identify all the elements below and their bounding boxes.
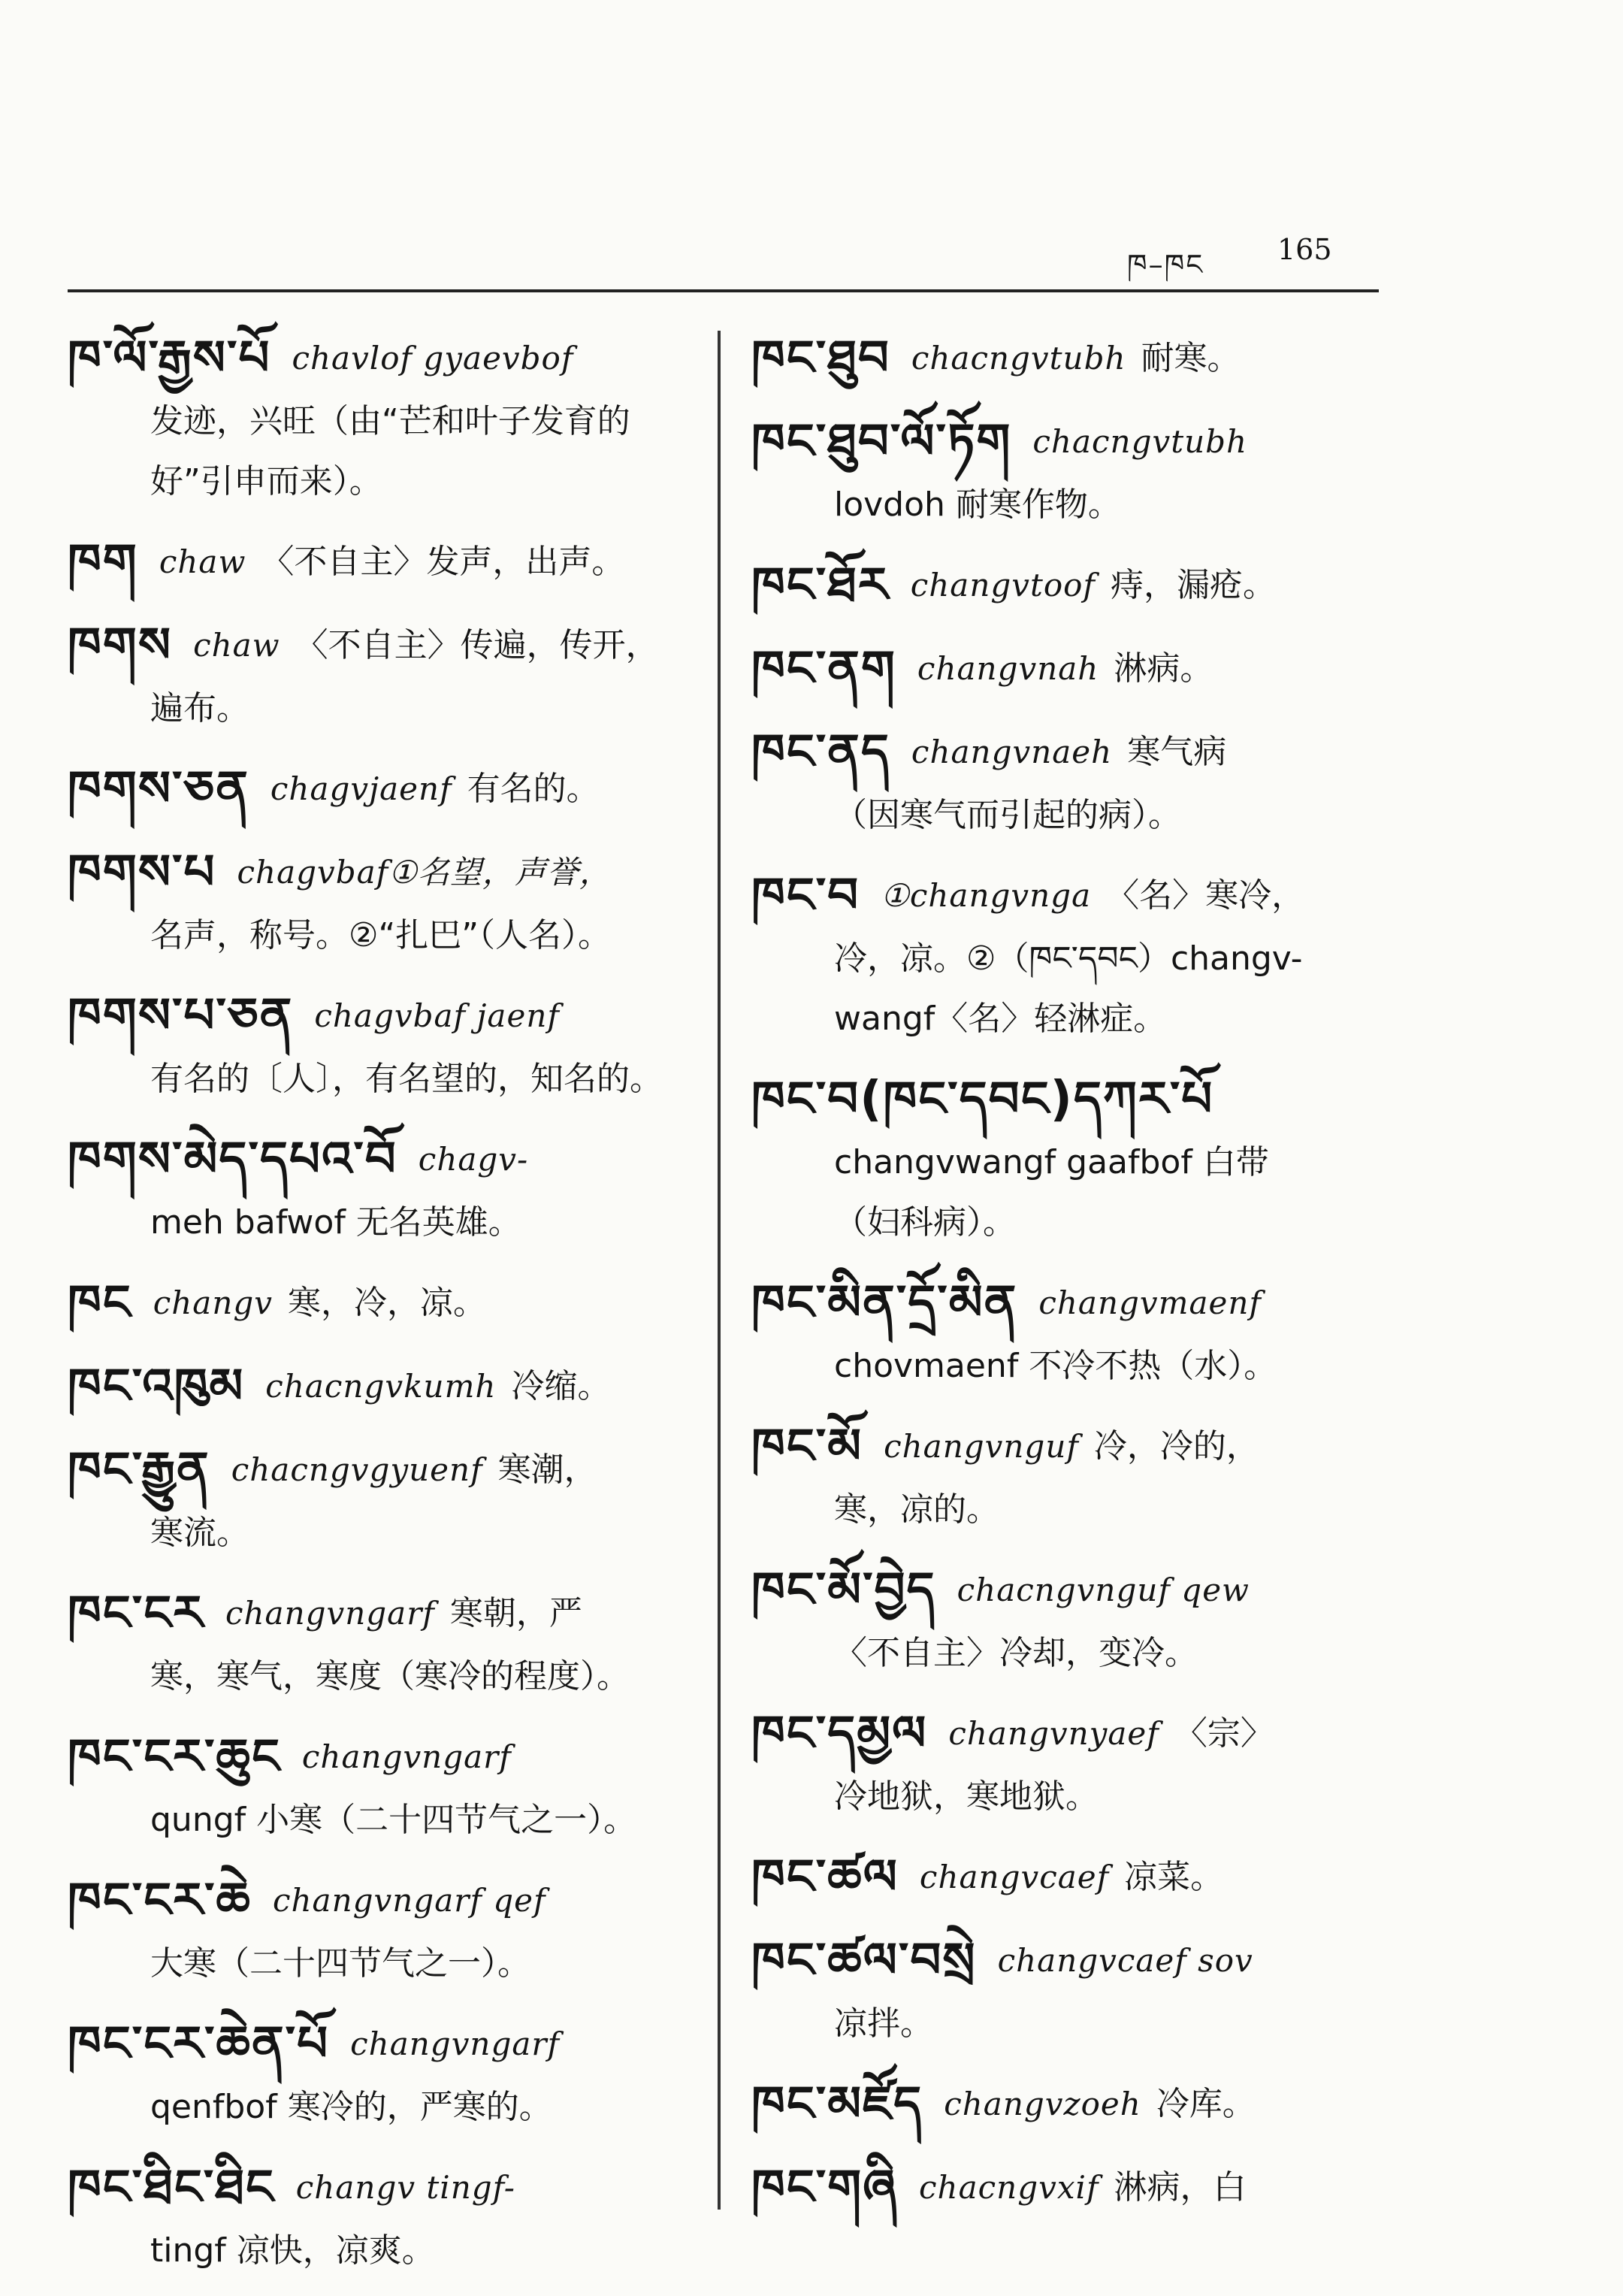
tibetan-headword: ཁང་མིན་དྲོ་མིན [751,1275,1018,1331]
tibetan-headword: ཁང་ངར་ཆེན་པོ [68,2016,330,2072]
dictionary-entry [751,1925,1413,2054]
definition-continuation: tingf 凉快，凉爽。 [150,2231,435,2270]
entry-headline [68,610,699,679]
tibetan-headword: ཁང་ཐུབ་ལོ་ཏོག [751,414,1012,470]
definition-continuation: 寒，寒气，寒度（寒冷的程度）。 [150,1657,630,1696]
entry-headline [751,1268,1413,1336]
dictionary-entry [751,717,1413,845]
definition: 有名的。 [467,770,600,808]
dictionary-entry [68,754,699,822]
romanization: chacngvtubh [1032,423,1248,460]
definition: 冷，冷的， [1093,1427,1259,1466]
dictionary-entry [751,1699,1413,1827]
dictionary-entry [68,1268,699,1336]
tibetan-headword: ཁང་ནད [751,724,890,780]
entry-headline [751,407,1413,475]
romanization: chacngvgyuenf [231,1451,483,1488]
entry-headline [68,1268,699,1336]
definition-continuation: 冷，凉。②（ཁང་དབང）changv- [834,939,1303,978]
entry-headline [68,754,699,822]
romanization: changvmaenf [1038,1284,1262,1321]
dictionary-entry [751,323,1413,392]
dictionary-entry [68,323,699,512]
entry-headline [751,1925,1413,1994]
definition: 寒气病 [1127,733,1227,771]
entry-headline [68,1351,699,1420]
page-header [0,225,1623,281]
dictionary-entry [751,861,1413,1049]
dictionary-entry [751,1555,1413,1683]
romanization: changvcaef sov [997,1942,1253,1979]
definition-continuation: 遍布。 [150,689,249,728]
dictionary-entry [68,981,699,1109]
dictionary-entry [751,1064,1413,1253]
tibetan-headword: ཁང་བ(ཁང་དབང)དཀར་པོ [751,1072,1214,1127]
dictionary-entry [68,1722,699,1850]
dictionary-entry [751,1842,1413,1910]
romanization: changvnyaef [948,1715,1159,1752]
romanization: chacngvnguf qew [957,1572,1250,1608]
romanization: chacngvkumh [265,1368,497,1405]
dictionary-entry [68,527,699,595]
tibetan-headword: ཁང [68,1275,132,1331]
entry-headline [68,837,699,906]
definition-continuation: 发迹，兴旺（由“芒和叶子发育的 [150,402,630,440]
definition-continuation: 名声，称号。②“扎巴”（人名）。 [150,916,612,954]
dictionary-entry [68,2009,699,2137]
entry-headline [68,323,699,392]
romanization: changv tingf- [295,2169,515,2206]
entry-headline [68,2009,699,2077]
column-divider [718,331,721,2210]
dictionary-entry [68,1865,699,1994]
definition: 寒潮， [497,1451,597,1489]
romanization: changvngarf qef [272,1882,546,1919]
entry-headline [751,1064,1413,1133]
definition-continuation: 大寒（二十四节气之一）。 [150,1944,530,1983]
romanization: chagvjaenf [270,770,452,807]
dictionary-entry [751,1268,1413,1396]
entry-headline [751,1699,1413,1767]
right-column [751,323,1413,2236]
tibetan-headword: ཁང་ཐུབ [751,331,890,386]
definition: 〈不自主〉发声，出声。 [261,543,625,581]
entry-headline [751,1555,1413,1623]
entry-headline [68,2152,699,2221]
tibetan-headword: ཁང་ངར [68,1586,204,1641]
romanization: chaw [159,543,246,580]
definition-continuation: meh bafwof 无名英雄。 [150,1203,521,1242]
header-range: ཁ–ཁང [1127,248,1204,281]
definition-continuation: 好”引申而来）。 [150,462,382,501]
definition: 痔，漏疮。 [1110,566,1276,604]
entry-headline [751,323,1413,392]
entry-headline [751,717,1413,785]
page-number: 165 [1277,233,1332,266]
romanization: changvzoeh [944,2086,1141,2122]
definition: 〈名〉寒冷， [1106,876,1305,915]
romanization: chagvbaf jaenf [314,997,560,1034]
tibetan-headword: ཁང་མཛོད [751,2077,923,2132]
entry-headline [68,527,699,595]
dictionary-entry [751,2069,1413,2137]
tibetan-headword: ཁ་ལོ་རྒྱས་པོ [68,331,271,386]
dictionary-entry [68,1578,699,1707]
romanization: chacngvxif [919,2169,1099,2206]
definition: 寒，冷，凉。 [288,1284,487,1322]
romanization: changvngarf [350,2025,561,2062]
tibetan-headword: ཁགས་པ [68,845,216,900]
dictionary-entry [68,1351,699,1420]
definition-continuation: （因寒气而引起的病）。 [834,796,1181,834]
definition-continuation: 寒，凉的。 [834,1490,999,1529]
definition-continuation: 寒流。 [150,1514,249,1552]
tibetan-headword: ཁང་རྒྱུན [68,1442,210,1498]
tibetan-headword: ཁགས་པ་ཅན [68,988,294,1044]
tibetan-headword: ཁགས [68,618,173,673]
romanization: changvcaef [919,1859,1110,1895]
tibetan-headword: ཁང་འཁུམ [68,1359,245,1414]
dictionary-entry [751,1411,1413,1540]
dictionary-entry [751,2152,1413,2221]
dictionary-entry [751,407,1413,535]
definition-continuation: changvwangf gaafbof 白带 [834,1143,1269,1181]
romanization: changvngarf [301,1738,512,1775]
definition: 寒朝，严 [449,1594,582,1632]
romanization: chagvbaf①名望，声誉， [237,854,612,891]
definition: 凉菜。 [1124,1858,1224,1896]
definition: 〈不自主〉传遍，传开， [295,626,659,664]
romanization: chavlof gyaevbof [292,340,574,377]
tibetan-headword: ཁག [68,534,138,590]
romanization: changvnah [917,650,1099,687]
tibetan-headword: ཁང་ངར་ཆུང [68,1729,281,1785]
tibetan-headword: ཁང་ཐིང་ཐིང [68,2160,275,2216]
tibetan-headword: ཁང་ཚལ [751,1850,899,1905]
romanization: changvnguf [884,1428,1079,1465]
tibetan-headword: ཁགས་ཅན [68,761,249,817]
entry-headline [751,550,1413,619]
definition-continuation: qenfbof 寒冷的，严寒的。 [150,2088,552,2126]
romanization: changvtoof [910,567,1096,603]
definition: 耐寒。 [1141,339,1241,377]
entry-headline [68,1865,699,1934]
tibetan-headword: ཁང་ཚལ་བསྲེ [751,1933,977,1989]
dictionary-entry [68,1435,699,1563]
definition-continuation: 有名的〔人〕，有名望的，知名的。 [150,1060,663,1098]
romanization: changv [153,1284,274,1321]
entry-headline [751,2069,1413,2137]
romanization: chaw [193,627,280,664]
romanization: ①changvnga [881,877,1092,914]
entry-headline [751,1411,1413,1480]
dictionary-entry [68,610,699,739]
entry-headline [68,1722,699,1790]
dictionary-entry [68,1124,699,1253]
romanization: changvngarf [225,1595,435,1632]
tibetan-headword: ཁང་དམྱལ [751,1706,928,1762]
definition-continuation: 凉拌。 [834,2004,933,2043]
definition: 淋病。 [1114,649,1213,688]
tibetan-headword: ཁང་ཐོར [751,558,890,613]
romanization: chagv- [418,1141,529,1178]
definition-continuation: qungf 小寒（二十四节气之一）。 [150,1801,637,1839]
tibetan-headword: ཁང་གཞི [751,2160,899,2216]
definition-continuation: 冷地狱，寒地狱。 [834,1777,1099,1816]
definition-continuation: （妇科病）。 [834,1203,1016,1242]
dictionary-entry [68,2152,699,2281]
dictionary-entry [751,634,1413,702]
tibetan-headword: ཁང་མོ [751,1419,863,1475]
entry-headline [68,981,699,1049]
definition-continuation: lovdoh 耐寒作物。 [834,486,1121,524]
tibetan-headword: ཁགས་མེད་དཔའ་བོ [68,1132,397,1187]
tibetan-headword: ཁང་བ [751,868,860,924]
romanization: chacngvtubh [911,340,1126,377]
entry-headline [68,1124,699,1193]
entry-headline [751,1842,1413,1910]
tibetan-headword: ཁང་ངར་ཆེ [68,1873,252,1928]
romanization: changvnaeh [911,734,1113,770]
entry-headline [751,2152,1413,2221]
dictionary-entry [68,837,699,966]
definition: 〈宗〉 [1174,1714,1274,1753]
definition: 冷缩。 [511,1367,611,1405]
definition-continuation: 〈不自主〉冷却，变冷。 [834,1634,1198,1672]
entry-headline [751,634,1413,702]
dictionary-entry [751,550,1413,619]
definition: 淋病，白 [1114,2168,1247,2207]
entry-headline [68,1435,699,1503]
entry-headline [68,1578,699,1647]
header-rule [68,289,1379,292]
tibetan-headword: ཁང་ནག [751,641,896,697]
entry-headline [751,861,1413,929]
left-column [68,323,699,2296]
definition: 冷库。 [1156,2085,1256,2123]
definition-continuation: chovmaenf 不冷不热（水）。 [834,1347,1277,1385]
tibetan-headword: ཁང་མོ་བྱེད [751,1562,936,1618]
definition-continuation: wangf〈名〉轻淋症。 [834,1000,1167,1038]
